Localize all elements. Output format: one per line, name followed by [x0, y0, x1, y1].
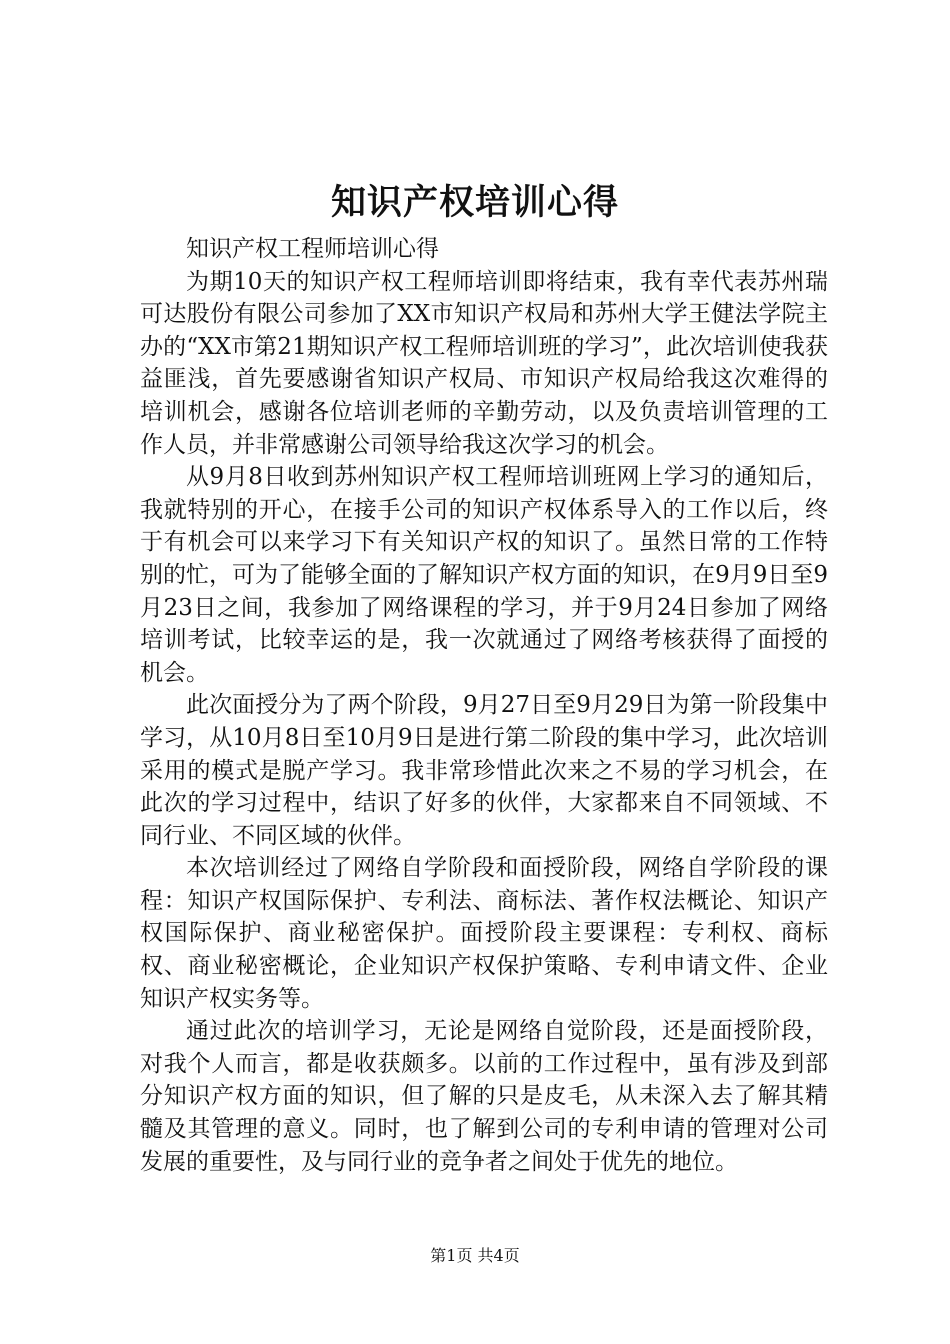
- document-body: [140, 233, 828, 1178]
- paragraph: 通过此次的培训学习，无论是网络自觉阶段，还是面授阶段，对我个人而言，都是收获颇多。以前的工作过程中，虽有涉及到部分知识产权方面的知识，但了解的只是皮毛，从未深入去了解其精髓及其管理的意义。同时，也了解到公司的专利申请的管理对公司发展的重要性，及与同行业的竞争者之间处于优先的地位。: [140, 1018, 828, 1175]
- document-title: 知识产权培训心得: [330, 182, 619, 223]
- paragraph: 此次面授分为了两个阶段，9月27日至9月29日为第一阶段集中学习，从10月8日至10月9日是进行第二阶段的集中学习，此次培训采用的模式是脱产学习。我非常珍惜此次来之不易的学习机会，在此次的学习过程中，结识了好多的伙伴，大家都来自不同领域、不同行业、不同区域的伙伴。: [140, 692, 828, 849]
- paragraph: 为期10天的知识产权工程师培训即将结束，我有幸代表苏州瑞可达股份有限公司参加了XX市知识产权局和苏州大学王健法学院主办的“XX市第21期知识产权工程师培训班的学习”，此次培训使我获益匪浅，首先要感谢省知识产权局、市知识产权局给我这次难得的培训机会，感谢各位培训老师的辛勤劳动，以及负责培训管理的工作人员，并非常感谢公司领导给我这次学习的机会。: [140, 268, 828, 458]
- page-number-footer: 第1页 共4页: [430, 1246, 520, 1265]
- paragraph-subtitle: 知识产权工程师培训心得: [186, 236, 439, 262]
- paragraph: 本次培训经过了网络自学阶段和面授阶段，网络自学阶段的课程：知识产权国际保护、专利法、商标法、著作权法概论、知识产权国际保护、商业秘密保护。面授阶段主要课程：专利权、商标权、商业秘密概论，企业知识产权保护策略、专利申请文件、企业知识产权实务等。: [140, 855, 828, 1012]
- paragraph: 从9月8日收到苏州知识产权工程师培训班网上学习的通知后，我就特别的开心，在接手公司的知识产权体系导入的工作以后，终于有机会可以来学习下有关知识产权的知识了。虽然日常的工作特别的忙，可为了能够全面的了解知识产权方面的知识，在9月9日至9月23日之间，我参加了网络课程的学习，并于9月24日参加了网络培训考试，比较幸运的是，我一次就通过了网络考核获得了面授的机会。: [140, 464, 828, 686]
